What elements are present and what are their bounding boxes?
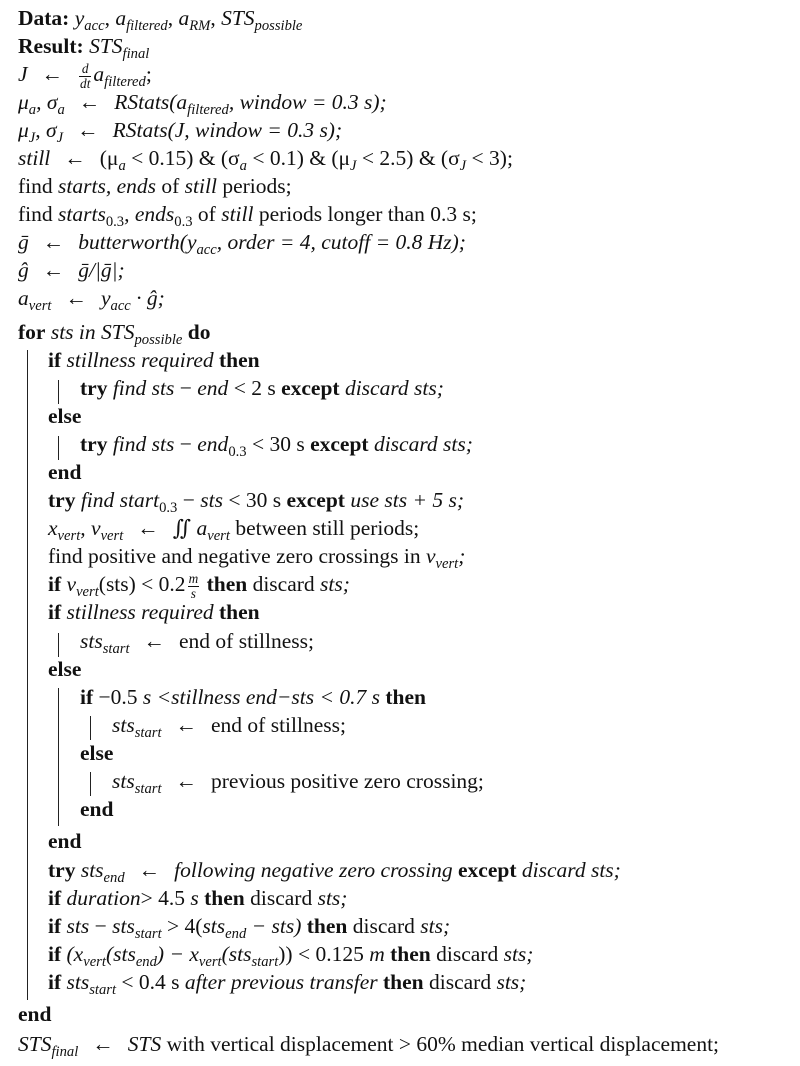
assign-arrow-icon: ← (137, 516, 159, 540)
if-previous-transfer-line: if sts$_{start}$ < 0.4 s after previous transfer then discard sts; (48, 970, 527, 999)
end-for-line: end (18, 1002, 52, 1026)
for-block-rule (27, 350, 28, 1000)
gbar-line: ḡ ← $butterworth(y_{acc}$, order = 4, cutoff = 0.8 Hz); (18, 230, 466, 259)
assign-arrow-icon: ← (65, 286, 87, 310)
if-duration-line: if duration> 4.5 s then discard sts; (48, 886, 348, 910)
assign-arrow-icon: ← (41, 62, 64, 86)
try-stsend-line: try sts$_{end}$ ← following negative zero crossing except discard sts; (48, 858, 621, 887)
if-block-rule-1 (58, 380, 59, 404)
if-window-line: if −0.5 s <stillness end−sts < 0.7 s then (80, 685, 426, 709)
start-eos-line-2: sts$_{start}$ ← end of stillness; (112, 713, 346, 742)
if-ratio-line: if sts − sts$_{start}$ > 4(sts$_{end}$ − sts) then discard sts; (48, 914, 451, 943)
result-line (18, 32, 150, 63)
find-still-line: find starts, ends of still periods; (18, 174, 292, 198)
start-eos-line-1: sts$_{start}$ ← end of stillness; (80, 629, 314, 658)
rstats-a-line: $\mu_a$, $\sigma_a$ ← $RStats(a_{filtered}$, window = 0.3 s); (18, 90, 387, 119)
assign-arrow-icon: ← (92, 1032, 114, 1056)
else-line-3: else (80, 741, 114, 765)
assign-arrow-icon: ← (42, 258, 65, 282)
start-zc-line: sts$_{start}$ ← previous positive zero crossing; (112, 769, 484, 798)
rstats-j-line: $\mu_J$, $\sigma_J$ ← RStats(J, window = 0.3 s); (18, 118, 343, 147)
try-end-line: try find sts − end < 2 s except discard sts; (80, 376, 444, 400)
data-line: Data: $y_{acc}$, $a_{filtered}$, $a_{RM}$, $STS_{possible}$ (18, 6, 303, 35)
var-a-filtered: $a_{filtered}$ (115, 6, 168, 35)
end-line-3: end (80, 797, 114, 821)
end-line-1: end (48, 460, 82, 484)
try-end03-line: try find sts − end$_{0.3}$ < 30 s except discard sts; (80, 432, 473, 461)
assign-arrow-icon: ← (143, 629, 166, 653)
var-a-rm: $a_{RM}$ (178, 6, 211, 35)
avert-line: $a_{vert}$ ← $y_{acc}$ · ĝ; (18, 286, 165, 315)
else-line-1: else (48, 404, 82, 428)
mps-fraction: $\frac{m}{s}$ (188, 571, 199, 601)
still-line: still ← $(\mu_a < 0.15)$ & $(\sigma_a < 0.1)$ & $(\mu_J < 2.5)$ & $(\sigma_J < 3)$; (18, 146, 513, 175)
data-keyword: Data: (18, 6, 70, 30)
zero-crossing-line: find positive and negative zero crossings in $v_{vert}$; (48, 544, 466, 573)
if-stillness-line-2: if stillness required then (48, 600, 260, 624)
if-stillness-line-1: if stillness required then (48, 348, 260, 372)
if-displacement-line: if $(x_{vert}(sts_{end}) - x_{vert}(sts_{start})) < 0.125$ m then discard sts; (48, 942, 534, 971)
ghat-line: ĝ ← ḡ/|ḡ|; (18, 258, 125, 282)
integrate-line: $x_{vert}$, $v_{vert}$ ← ∬ $a_{vert}$ between still periods; (48, 516, 420, 545)
else-line-2: else (48, 657, 82, 681)
assign-arrow-icon: ← (78, 90, 101, 114)
if-vvert-line: if $v_{vert}(sts) < 0.2$ $\frac{m}{s}$ then discard sts; (48, 571, 350, 601)
var-sts-final: $STS_{final}$ (89, 34, 150, 63)
if-block-rule-2 (58, 633, 59, 657)
double-integral-icon: ∬ (172, 516, 192, 540)
result-keyword: Result: (18, 34, 84, 58)
assign-arrow-icon: ← (138, 858, 161, 882)
find-still-03-line: find starts$_{0.3}$, ends$_{0.3}$ of still periods longer than 0.3 s; (18, 202, 477, 231)
else-block-rule-1 (58, 436, 59, 460)
assign-arrow-icon: ← (42, 230, 65, 254)
assign-arrow-icon: ← (175, 713, 198, 737)
else-block-rule-2 (58, 688, 59, 826)
derivative-fraction: $\frac{d}{dt}$ (80, 61, 91, 91)
assign-arrow-icon: ← (64, 146, 86, 170)
assign-arrow-icon: ← (77, 118, 99, 142)
final-line: $STS_{final}$ ← STS with vertical displacement > 60% median vertical displacement; (18, 1032, 720, 1061)
if-block-rule-3 (90, 716, 91, 740)
for-line: for sts in $STS_{possible}$ do (18, 320, 211, 349)
assign-arrow-icon: ← (175, 769, 198, 793)
try-start03-line: try find start$_{0.3}$ − sts < 30 s except use sts + 5 s; (48, 488, 464, 517)
jerk-line: J ← $\frac{d}{dt}$ $a_{filtered}$; (18, 61, 152, 91)
end-line-2: end (48, 829, 82, 853)
var-y-acc: $y_{acc}$ (74, 6, 105, 35)
var-sts-possible: $STS_{possible}$ (221, 6, 303, 35)
else-block-rule-3 (90, 772, 91, 796)
